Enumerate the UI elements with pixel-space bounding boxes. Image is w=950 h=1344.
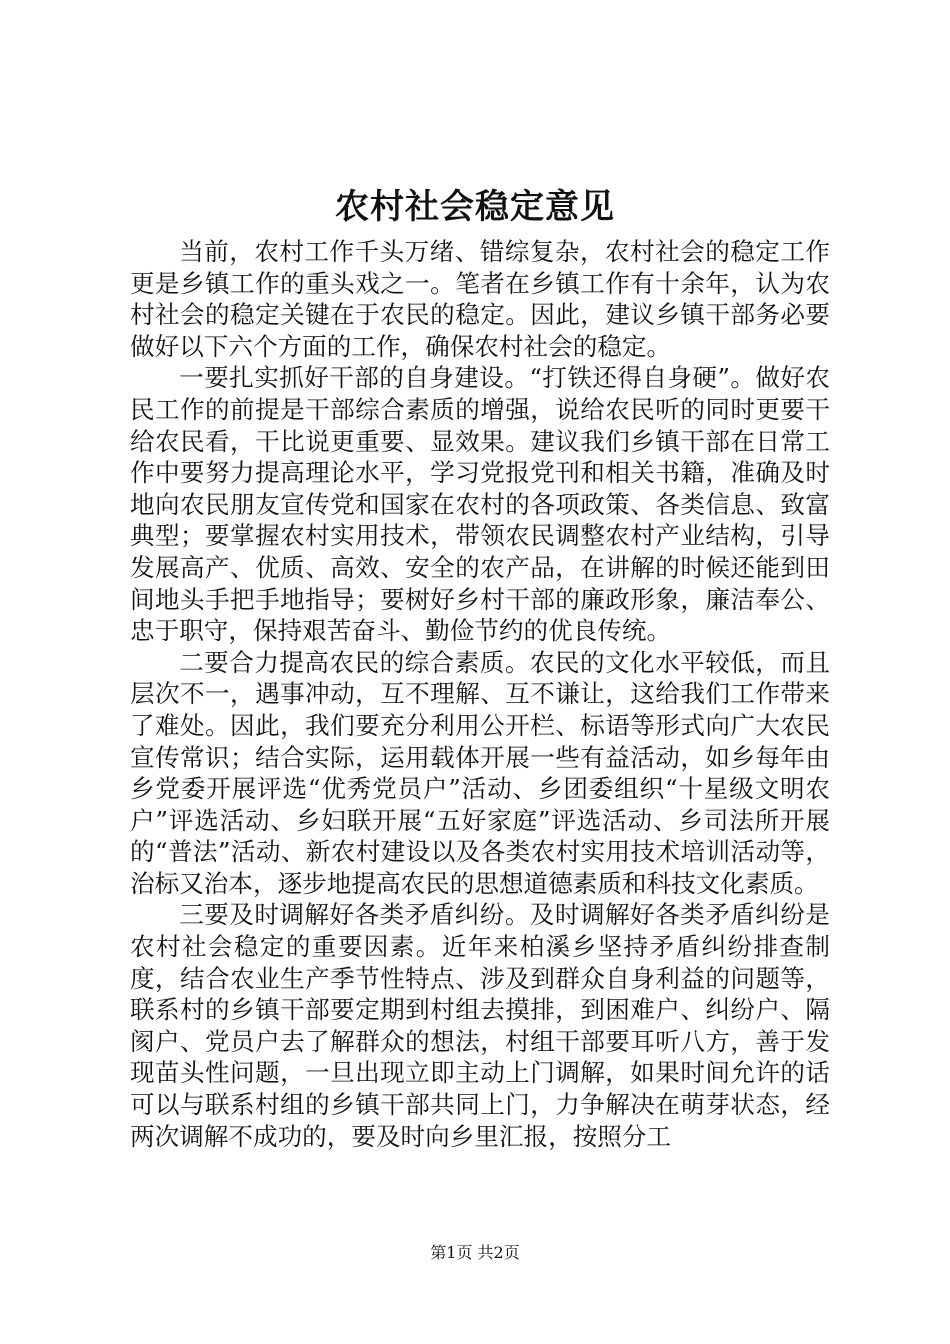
paragraph-intro: 当前，农村工作千头万绪、错综复杂，农村社会的稳定工作更是乡镇工作的重头戏之一。笔者在乡镇工作有十余年，认为农村社会的稳定关键在于农民的稳定。因此，建议乡镇干部务必要做好以下六个方面的工作，确保农村社会的稳定。 [130,237,830,361]
paragraph-point-one: 一要扎实抓好干部的自身建设。“打铁还得自身硬”。做好农民工作的前提是干部综合素质的增强，说给农民听的同时更要干给农民看，干比说更重要、显效果。建议我们乡镇干部在日常工作中要努力提高理论水平，学习党报党刊和相关书籍，准确及时地向农民朋友宣传党和国家在农村的各项政策、各类信息、致富典型；要掌握农村实用技术，带领农民调整农村产业结构，引导发展高产、优质、高效、安全的农产品，在讲解的时候还能到田间地头手把手地指导；要树好乡村干部的廉政形象，廉洁奉公、忠于职守，保持艰苦奋斗、勤俭节约的优良传统。 [130,363,830,646]
document-body [130,236,830,1152]
paragraph-point-two: 二要合力提高农民的综合素质。农民的文化水平较低，而且层次不一，遇事冲动，互不理解、互不谦让，这给我们工作带来了难处。因此，我们要充分利用公开栏、标语等形式向广大农民宣传常识；结合实际，运用载体开展一些有益活动，如乡每年由乡党委开展评选“优秀党员户”活动、乡团委组织“十星级文明农户”评选活动、乡妇联开展“五好家庭”评选活动、乡司法所开展的“普法”活动、新农村建设以及各类农村实用技术培训活动等，治标又治本，逐步地提高农民的思想道德素质和科技文化素质。 [130,647,830,898]
page-number-footer: 第1页 共2页 [430,1243,520,1262]
paragraph-point-three: 三要及时调解好各类矛盾纠纷。及时调解好各类矛盾纠纷是农村社会稳定的重要因素。近年来柏溪乡坚持矛盾纠纷排查制度，结合农业生产季节性特点、涉及到群众自身利益的问题等，联系村的乡镇干部要定期到村组去摸排，到困难户、纠纷户、隔阂户、党员户去了解群众的想法，村组干部要耳听八方，善于发现苗头性问题，一旦出现立即主动上门调解，如果时间允许的话可以与联系村组的乡镇干部共同上门，力争解决在萌芽状态，经两次调解不成功的，要及时向乡里汇报，按照分工 [130,900,830,1151]
page-title: 农村社会稳定意见 [335,187,615,227]
